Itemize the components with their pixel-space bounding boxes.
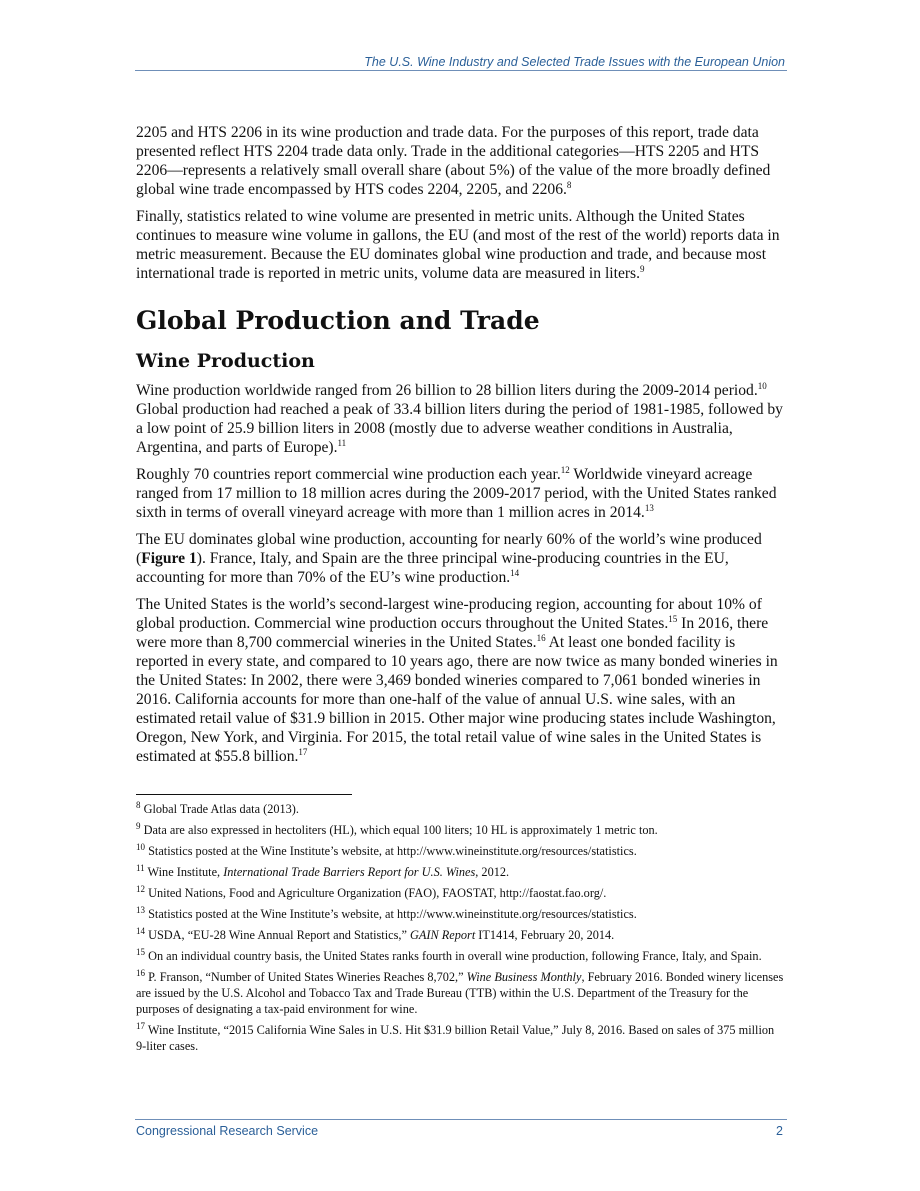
footnote-text: USDA, “EU-28 Wine Annual Report and Statistics,” bbox=[145, 928, 410, 942]
footnote-text: Wine Institute, bbox=[144, 865, 224, 879]
footnote bbox=[136, 885, 786, 901]
footer-publisher: Congressional Research Service bbox=[136, 1124, 319, 1138]
footnote-ref[interactable]: 12 bbox=[560, 465, 570, 475]
footnote-text: Wine Institute, “2015 California Wine Sales in U.S. Hit $31.9 billion Retail Value,” July 8, 2016. Based on sales of 375 million 9-liter cases. bbox=[136, 1023, 775, 1053]
paragraph-text: Finally, statistics related to wine volume are presented in metric units. Although the United States continues to measure wine volume in gallons, the EU (and most of the rest of the world) reports data in metric measurement. Because the EU dominates global wine production and trade, and because most international trade is reported in metric units, volume data are measured in liters. bbox=[136, 208, 780, 282]
paragraph-text: Wine production worldwide ranged from 26 billion to 28 billion liters during the 2009-2014 period. bbox=[136, 382, 758, 399]
footnote-title: International Trade Barriers Report for U.S. Wines bbox=[223, 865, 476, 879]
footnote-text: Data are also expressed in hectoliters (HL), which equal 100 liters; 10 HL is approximately 1 metric ton. bbox=[140, 823, 658, 837]
footnote-number: 16 bbox=[136, 968, 145, 978]
footer-rule bbox=[135, 1119, 787, 1120]
footnote-text: IT1414, February 20, 2014. bbox=[475, 928, 615, 942]
paragraph bbox=[136, 207, 786, 283]
footnote-number: 10 bbox=[136, 842, 145, 852]
footnote-separator bbox=[136, 794, 352, 795]
footnote-ref[interactable]: 10 bbox=[757, 381, 767, 391]
paragraph bbox=[136, 595, 786, 766]
paragraph-text: 2205 and HTS 2206 in its wine production and trade data. For the purposes of this report, trade data presented reflect HTS 2204 trade data only. Trade in the additional categories—HTS 2205 and HTS 2206—represents a relatively small overall share (about 5%) of the value of the more broadly defined global wine trade encompassed by HTS codes 2204, 2205, and 2206. bbox=[136, 124, 771, 198]
footnote-text: Statistics posted at the Wine Institute’s website, at http://www.wineinstitute.org/resources/statistics. bbox=[145, 907, 637, 921]
header-rule bbox=[135, 70, 787, 71]
paragraph bbox=[136, 381, 786, 457]
footnote-ref[interactable]: 8 bbox=[566, 180, 572, 190]
footnote bbox=[136, 948, 786, 964]
footnote bbox=[136, 927, 786, 943]
body-text bbox=[136, 123, 786, 774]
footnote-number: 12 bbox=[136, 884, 145, 894]
paragraph bbox=[136, 530, 786, 587]
paragraph-text: ). France, Italy, and Spain are the three principal wine-producing countries in the EU, accounting for more than 70% of the EU’s wine production. bbox=[136, 550, 729, 586]
footnote-number: 15 bbox=[136, 947, 145, 957]
footnote bbox=[136, 906, 786, 922]
figure-ref[interactable]: Figure 1 bbox=[141, 550, 197, 567]
footnote-number: 9 bbox=[136, 821, 141, 831]
footnote-text: P. Franson, “Number of United States Wineries Reaches 8,702,” bbox=[145, 970, 467, 984]
paragraph-text: Global production had reached a peak of 33.4 billion liters during the period of 1981-1985, followed by a low point of 25.9 billion liters in 2008 (mostly due to adverse weather conditions in Australia, Argentina, and parts of Europe). bbox=[136, 401, 783, 456]
footnote-text: , February 2016. Bonded winery licenses are issued by the U.S. Alcohol and Tobacco Tax and Trade Bureau (TTB) within the U.S. Department of the Treasury for the purposes of designating a tax-paid environment for wine. bbox=[136, 970, 784, 1016]
footnote bbox=[136, 822, 786, 838]
footnote-text: United Nations, Food and Agriculture Organization (FAO), FAOSTAT, http://faostat.fao.org/. bbox=[145, 886, 607, 900]
paragraph-text: At least one bonded facility is reported in every state, and compared to 10 years ago, there are now twice as many bonded wineries in the United States: In 2002, there were 3,469 bonded wineries compared to 7,061 bonded wineries in 2016. California accounts for more than one-half of the value of annual U.S. wine sales, with an estimated retail value of $31.9 billion in 2015. Other major wine producing states include Washington, Oregon, New York, and Virginia. For 2015, the total retail value of wine sales in the United States is estimated at $55.8 billion. bbox=[136, 634, 778, 765]
footnotes bbox=[136, 801, 786, 1059]
footnote bbox=[136, 801, 786, 817]
footnote-text: , 2012. bbox=[475, 865, 510, 879]
paragraph-text: The United States is the world’s second-largest wine-producing region, accounting for about 10% of global production. Commercial wine production occurs throughout the United States. bbox=[136, 596, 762, 632]
footnote-number: 17 bbox=[136, 1021, 145, 1031]
footnote bbox=[136, 864, 786, 880]
footnote-ref[interactable]: 17 bbox=[298, 747, 308, 757]
footnote-number: 8 bbox=[136, 800, 141, 810]
footnote-text: Global Trade Atlas data (2013). bbox=[140, 802, 299, 816]
paragraph bbox=[136, 123, 786, 199]
footnote-text: Statistics posted at the Wine Institute’s website, at http://www.wineinstitute.org/resources/statistics. bbox=[145, 844, 637, 858]
footnote-ref[interactable]: 9 bbox=[640, 264, 645, 274]
footnote bbox=[136, 843, 786, 859]
footnote-number: 14 bbox=[136, 926, 145, 936]
paragraph-text: Worldwide vineyard acreage ranged from 17 million to 18 million acres during the 2009-2017 period, with the United States ranked sixth in terms of overall vineyard acreage with more than 1 million acres in 2014. bbox=[136, 466, 777, 521]
paragraph bbox=[136, 465, 786, 522]
footnote-ref[interactable]: 15 bbox=[668, 614, 678, 624]
paragraph-text: In 2016, there were more than 8,700 commercial wineries in the United States. bbox=[136, 615, 769, 651]
footnote-number: 13 bbox=[136, 905, 145, 915]
footnote-ref[interactable]: 11 bbox=[337, 438, 347, 448]
paragraph-text: The EU dominates global wine production, accounting for nearly 60% of the world’s wine produced ( bbox=[136, 531, 762, 567]
footnote-text: On an individual country basis, the United States ranks fourth in overall wine production, following France, Italy, and Spain. bbox=[145, 949, 762, 963]
page-number: 2 bbox=[776, 1124, 783, 1138]
footnote-title: GAIN Report bbox=[410, 928, 476, 942]
footnote bbox=[136, 1022, 786, 1054]
footnote-title: Wine Business Monthly bbox=[466, 970, 582, 984]
subsection-heading: Wine Production bbox=[136, 350, 315, 372]
running-header: The U.S. Wine Industry and Selected Trade Issues with the European Union bbox=[364, 55, 785, 69]
footnote bbox=[136, 969, 786, 1017]
footnote-number: 11 bbox=[136, 863, 145, 873]
footnote-ref[interactable]: 13 bbox=[644, 503, 654, 513]
section-heading: Global Production and Trade bbox=[136, 306, 540, 335]
footnote-ref[interactable]: 16 bbox=[536, 633, 546, 643]
footnote-ref[interactable]: 14 bbox=[510, 568, 520, 578]
paragraph-text: Roughly 70 countries report commercial wine production each year. bbox=[136, 466, 561, 483]
